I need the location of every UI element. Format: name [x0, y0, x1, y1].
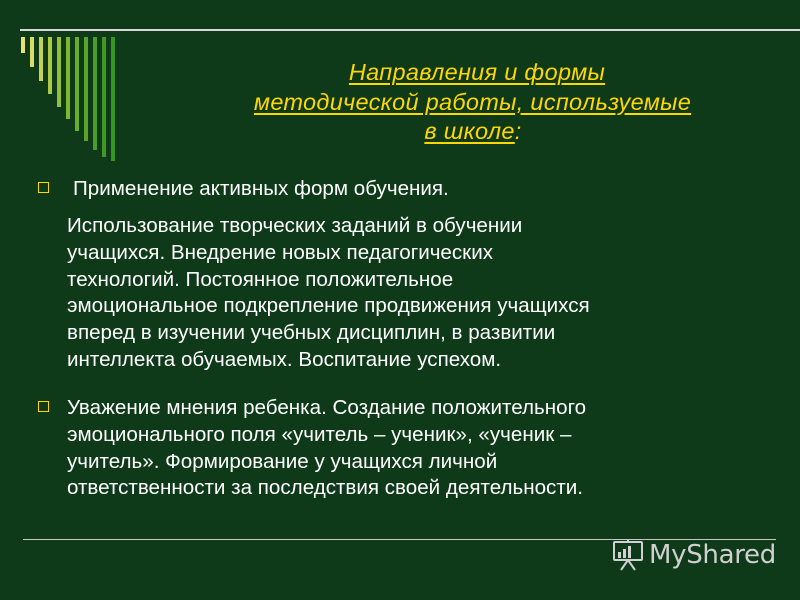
stripe	[84, 37, 88, 141]
bullet-square-icon	[38, 401, 49, 412]
bullet-square-icon	[38, 182, 49, 193]
title-line-1: Направления и формы	[348, 59, 606, 85]
stripe	[111, 37, 115, 161]
stripe	[102, 37, 106, 157]
slide-title	[150, 58, 770, 147]
stripe	[75, 37, 79, 131]
title-line-2: методической работы, используемые	[253, 88, 692, 115]
bullet-1-line: интеллекта обучаемых. Воспитание успехом.	[67, 347, 502, 371]
bullet-1-line: эмоциональное подкрепление продвижения учащихся	[67, 294, 590, 318]
bullet-1-line: вперед в изучении учебных дисциплин, в развитии	[67, 321, 556, 345]
bullet-1-continuation	[67, 213, 767, 374]
title-line-3: в школе	[424, 118, 515, 144]
bullet-2-line: Уважение мнения ребенка. Создание положительного	[67, 396, 587, 419]
stripe	[66, 37, 70, 119]
watermark-text: MyShared	[649, 540, 776, 570]
bullet-1-line: Использование творческих заданий в обучении	[67, 214, 523, 237]
bullet-2-text	[67, 395, 767, 502]
bullet-1-line: технологий. Постоянное положительное	[67, 267, 454, 291]
stripe	[21, 37, 25, 53]
stripe	[30, 37, 34, 67]
stripe	[57, 37, 61, 107]
stripe	[39, 37, 43, 81]
stripe	[93, 37, 97, 150]
title-colon: :	[514, 118, 522, 144]
bullet-2-line: эмоционального поля «учитель – ученик», «ученик –	[67, 422, 572, 446]
bullet-1-line: учащихся. Внедрение новых педагогических	[67, 240, 493, 264]
bullet-1-first-line: Применение активных форм обучения.	[73, 177, 449, 200]
top-divider	[20, 29, 800, 31]
decorative-stripes	[20, 37, 130, 162]
bullet-2-line: ответственности за последствия своей деятельности.	[67, 476, 584, 500]
presentation-board-icon	[611, 538, 645, 572]
bullet-2-line: учитель». Формирование у учащихся личной	[67, 449, 498, 473]
watermark-logo	[611, 537, 776, 573]
stripe	[48, 37, 52, 94]
